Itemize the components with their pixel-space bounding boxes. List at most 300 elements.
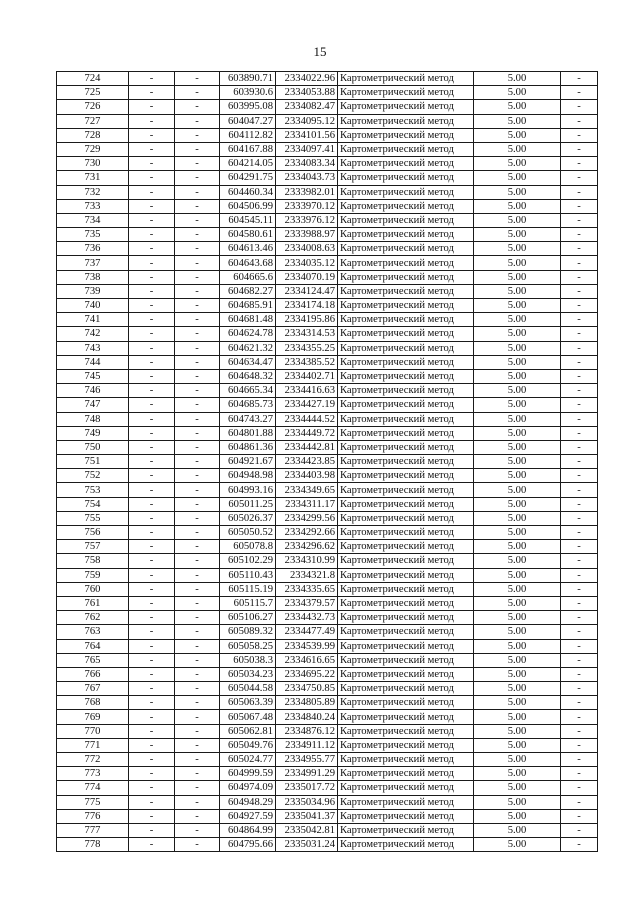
accuracy-cell: 5.00 bbox=[474, 412, 561, 426]
old-y-cell: - bbox=[175, 157, 220, 171]
old-x-cell: - bbox=[129, 384, 175, 398]
table-row bbox=[57, 270, 598, 284]
point-number-cell: 732 bbox=[57, 185, 129, 199]
description-cell: - bbox=[561, 582, 598, 596]
old-x-cell: - bbox=[129, 596, 175, 610]
method-cell: Картометрический метод bbox=[338, 171, 474, 185]
table-row bbox=[57, 568, 598, 582]
accuracy-cell: 5.00 bbox=[474, 710, 561, 724]
point-number-cell: 744 bbox=[57, 355, 129, 369]
page-number: 15 bbox=[313, 44, 327, 59]
accuracy-cell: 5.00 bbox=[474, 228, 561, 242]
old-y-cell: - bbox=[175, 384, 220, 398]
method-cell: Картометрический метод bbox=[338, 369, 474, 383]
method-cell: Картометрический метод bbox=[338, 625, 474, 639]
table-row bbox=[57, 128, 598, 142]
old-x-cell: - bbox=[129, 838, 175, 852]
point-number-cell: 743 bbox=[57, 341, 129, 355]
accuracy-cell: 5.00 bbox=[474, 696, 561, 710]
old-y-cell: - bbox=[175, 511, 220, 525]
table-row bbox=[57, 299, 598, 313]
point-number-cell: 740 bbox=[57, 299, 129, 313]
old-y-cell: - bbox=[175, 284, 220, 298]
x-coordinate-cell: 605063.39 bbox=[220, 696, 276, 710]
point-number-cell: 726 bbox=[57, 100, 129, 114]
description-cell: - bbox=[561, 753, 598, 767]
y-coordinate-cell: 2334195.86 bbox=[276, 313, 338, 327]
method-cell: Картометрический метод bbox=[338, 483, 474, 497]
accuracy-cell: 5.00 bbox=[474, 242, 561, 256]
point-number-cell: 774 bbox=[57, 781, 129, 795]
description-cell: - bbox=[561, 526, 598, 540]
description-cell: - bbox=[561, 327, 598, 341]
description-cell: - bbox=[561, 341, 598, 355]
table-row bbox=[57, 653, 598, 667]
old-y-cell: - bbox=[175, 242, 220, 256]
table-row bbox=[57, 86, 598, 100]
description-cell: - bbox=[561, 738, 598, 752]
y-coordinate-cell: 2334876.12 bbox=[276, 724, 338, 738]
description-cell: - bbox=[561, 398, 598, 412]
accuracy-cell: 5.00 bbox=[474, 86, 561, 100]
accuracy-cell: 5.00 bbox=[474, 455, 561, 469]
description-cell: - bbox=[561, 455, 598, 469]
accuracy-cell: 5.00 bbox=[474, 738, 561, 752]
y-coordinate-cell: 2334035.12 bbox=[276, 256, 338, 270]
point-number-cell: 724 bbox=[57, 72, 129, 86]
old-y-cell: - bbox=[175, 128, 220, 142]
description-cell: - bbox=[561, 355, 598, 369]
table-row bbox=[57, 412, 598, 426]
old-y-cell: - bbox=[175, 228, 220, 242]
y-coordinate-cell: 2334124.47 bbox=[276, 284, 338, 298]
description-cell: - bbox=[561, 299, 598, 313]
point-number-cell: 771 bbox=[57, 738, 129, 752]
old-y-cell: - bbox=[175, 667, 220, 681]
x-coordinate-cell: 605034.23 bbox=[220, 667, 276, 681]
point-number-cell: 762 bbox=[57, 611, 129, 625]
point-number-cell: 778 bbox=[57, 838, 129, 852]
x-coordinate-cell: 604648.32 bbox=[220, 369, 276, 383]
x-coordinate-cell: 605038.3 bbox=[220, 653, 276, 667]
old-y-cell: - bbox=[175, 738, 220, 752]
old-y-cell: - bbox=[175, 299, 220, 313]
table-row bbox=[57, 582, 598, 596]
x-coordinate-cell: 604506.99 bbox=[220, 199, 276, 213]
accuracy-cell: 5.00 bbox=[474, 469, 561, 483]
point-number-cell: 729 bbox=[57, 142, 129, 156]
x-coordinate-cell: 604665.34 bbox=[220, 384, 276, 398]
table-row bbox=[57, 497, 598, 511]
accuracy-cell: 5.00 bbox=[474, 398, 561, 412]
y-coordinate-cell: 2334296.62 bbox=[276, 540, 338, 554]
old-x-cell: - bbox=[129, 625, 175, 639]
table-row bbox=[57, 142, 598, 156]
old-x-cell: - bbox=[129, 497, 175, 511]
y-coordinate-cell: 2334314.53 bbox=[276, 327, 338, 341]
old-x-cell: - bbox=[129, 667, 175, 681]
accuracy-cell: 5.00 bbox=[474, 809, 561, 823]
y-coordinate-cell: 2334292.66 bbox=[276, 526, 338, 540]
accuracy-cell: 5.00 bbox=[474, 171, 561, 185]
old-x-cell: - bbox=[129, 440, 175, 454]
method-cell: Картометрический метод bbox=[338, 384, 474, 398]
x-coordinate-cell: 605050.52 bbox=[220, 526, 276, 540]
x-coordinate-cell: 605115.19 bbox=[220, 582, 276, 596]
method-cell: Картометрический метод bbox=[338, 398, 474, 412]
description-cell: - bbox=[561, 639, 598, 653]
accuracy-cell: 5.00 bbox=[474, 795, 561, 809]
old-y-cell: - bbox=[175, 823, 220, 837]
x-coordinate-cell: 605026.37 bbox=[220, 511, 276, 525]
point-number-cell: 742 bbox=[57, 327, 129, 341]
point-number-cell: 746 bbox=[57, 384, 129, 398]
old-y-cell: - bbox=[175, 72, 220, 86]
old-y-cell: - bbox=[175, 270, 220, 284]
x-coordinate-cell: 604613.46 bbox=[220, 242, 276, 256]
y-coordinate-cell: 2334355.25 bbox=[276, 341, 338, 355]
y-coordinate-cell: 2334043.73 bbox=[276, 171, 338, 185]
y-coordinate-cell: 2334022.96 bbox=[276, 72, 338, 86]
old-x-cell: - bbox=[129, 412, 175, 426]
table-row bbox=[57, 540, 598, 554]
old-y-cell: - bbox=[175, 526, 220, 540]
old-x-cell: - bbox=[129, 270, 175, 284]
description-cell: - bbox=[561, 242, 598, 256]
method-cell: Картометрический метод bbox=[338, 611, 474, 625]
table-row bbox=[57, 284, 598, 298]
point-number-cell: 735 bbox=[57, 228, 129, 242]
description-cell: - bbox=[561, 653, 598, 667]
method-cell: Картометрический метод bbox=[338, 639, 474, 653]
point-number-cell: 747 bbox=[57, 398, 129, 412]
old-x-cell: - bbox=[129, 526, 175, 540]
x-coordinate-cell: 604291.75 bbox=[220, 171, 276, 185]
method-cell: Картометрический метод bbox=[338, 511, 474, 525]
method-cell: Картометрический метод bbox=[338, 554, 474, 568]
table-row bbox=[57, 639, 598, 653]
old-y-cell: - bbox=[175, 171, 220, 185]
table-row bbox=[57, 781, 598, 795]
y-coordinate-cell: 2334840.24 bbox=[276, 710, 338, 724]
old-x-cell: - bbox=[129, 128, 175, 142]
y-coordinate-cell: 2334349.65 bbox=[276, 483, 338, 497]
y-coordinate-cell: 2334750.85 bbox=[276, 682, 338, 696]
accuracy-cell: 5.00 bbox=[474, 568, 561, 582]
method-cell: Картометрический метод bbox=[338, 653, 474, 667]
y-coordinate-cell: 2334805.89 bbox=[276, 696, 338, 710]
x-coordinate-cell: 604801.88 bbox=[220, 426, 276, 440]
old-y-cell: - bbox=[175, 412, 220, 426]
accuracy-cell: 5.00 bbox=[474, 667, 561, 681]
method-cell: Картометрический метод bbox=[338, 823, 474, 837]
x-coordinate-cell: 603930.6 bbox=[220, 86, 276, 100]
accuracy-cell: 5.00 bbox=[474, 270, 561, 284]
point-number-cell: 749 bbox=[57, 426, 129, 440]
method-cell: Картометрический метод bbox=[338, 86, 474, 100]
y-coordinate-cell: 2333982.01 bbox=[276, 185, 338, 199]
description-cell: - bbox=[561, 440, 598, 454]
old-y-cell: - bbox=[175, 781, 220, 795]
method-cell: Картометрический метод bbox=[338, 596, 474, 610]
table-row bbox=[57, 114, 598, 128]
old-y-cell: - bbox=[175, 696, 220, 710]
y-coordinate-cell: 2334442.81 bbox=[276, 440, 338, 454]
description-cell: - bbox=[561, 142, 598, 156]
x-coordinate-cell: 605067.48 bbox=[220, 710, 276, 724]
method-cell: Картометрический метод bbox=[338, 667, 474, 681]
old-x-cell: - bbox=[129, 114, 175, 128]
point-number-cell: 772 bbox=[57, 753, 129, 767]
coordinates-table bbox=[56, 71, 598, 852]
point-number-cell: 727 bbox=[57, 114, 129, 128]
description-cell: - bbox=[561, 369, 598, 383]
method-cell: Картометрический метод bbox=[338, 185, 474, 199]
x-coordinate-cell: 604685.73 bbox=[220, 398, 276, 412]
old-y-cell: - bbox=[175, 469, 220, 483]
y-coordinate-cell: 2334416.63 bbox=[276, 384, 338, 398]
point-number-cell: 753 bbox=[57, 483, 129, 497]
old-x-cell: - bbox=[129, 242, 175, 256]
y-coordinate-cell: 2334911.12 bbox=[276, 738, 338, 752]
method-cell: Картометрический метод bbox=[338, 213, 474, 227]
x-coordinate-cell: 604685.91 bbox=[220, 299, 276, 313]
old-y-cell: - bbox=[175, 625, 220, 639]
description-cell: - bbox=[561, 228, 598, 242]
method-cell: Картометрический метод bbox=[338, 753, 474, 767]
old-y-cell: - bbox=[175, 100, 220, 114]
x-coordinate-cell: 605078.8 bbox=[220, 540, 276, 554]
point-number-cell: 738 bbox=[57, 270, 129, 284]
description-cell: - bbox=[561, 838, 598, 852]
accuracy-cell: 5.00 bbox=[474, 682, 561, 696]
table-row bbox=[57, 724, 598, 738]
old-y-cell: - bbox=[175, 582, 220, 596]
point-number-cell: 761 bbox=[57, 596, 129, 610]
table-row bbox=[57, 256, 598, 270]
y-coordinate-cell: 2334402.71 bbox=[276, 369, 338, 383]
old-x-cell: - bbox=[129, 341, 175, 355]
accuracy-cell: 5.00 bbox=[474, 511, 561, 525]
x-coordinate-cell: 604948.29 bbox=[220, 795, 276, 809]
accuracy-cell: 5.00 bbox=[474, 483, 561, 497]
y-coordinate-cell: 2334385.52 bbox=[276, 355, 338, 369]
table-row bbox=[57, 157, 598, 171]
old-x-cell: - bbox=[129, 653, 175, 667]
method-cell: Картометрический метод bbox=[338, 228, 474, 242]
table-row bbox=[57, 823, 598, 837]
old-x-cell: - bbox=[129, 483, 175, 497]
x-coordinate-cell: 605115.7 bbox=[220, 596, 276, 610]
old-x-cell: - bbox=[129, 86, 175, 100]
description-cell: - bbox=[561, 611, 598, 625]
method-cell: Картометрический метод bbox=[338, 355, 474, 369]
y-coordinate-cell: 2334955.77 bbox=[276, 753, 338, 767]
old-y-cell: - bbox=[175, 653, 220, 667]
y-coordinate-cell: 2334695.22 bbox=[276, 667, 338, 681]
y-coordinate-cell: 2334311.17 bbox=[276, 497, 338, 511]
method-cell: Картометрический метод bbox=[338, 540, 474, 554]
x-coordinate-cell: 604743.27 bbox=[220, 412, 276, 426]
old-y-cell: - bbox=[175, 795, 220, 809]
accuracy-cell: 5.00 bbox=[474, 426, 561, 440]
point-number-cell: 770 bbox=[57, 724, 129, 738]
table-row bbox=[57, 213, 598, 227]
y-coordinate-cell: 2334539.99 bbox=[276, 639, 338, 653]
accuracy-cell: 5.00 bbox=[474, 838, 561, 852]
description-cell: - bbox=[561, 270, 598, 284]
description-cell: - bbox=[561, 696, 598, 710]
y-coordinate-cell: 2334053.88 bbox=[276, 86, 338, 100]
old-x-cell: - bbox=[129, 724, 175, 738]
point-number-cell: 769 bbox=[57, 710, 129, 724]
method-cell: Картометрический метод bbox=[338, 100, 474, 114]
accuracy-cell: 5.00 bbox=[474, 384, 561, 398]
accuracy-cell: 5.00 bbox=[474, 369, 561, 383]
table-row bbox=[57, 341, 598, 355]
method-cell: Картометрический метод bbox=[338, 682, 474, 696]
accuracy-cell: 5.00 bbox=[474, 213, 561, 227]
old-y-cell: - bbox=[175, 568, 220, 582]
description-cell: - bbox=[561, 724, 598, 738]
method-cell: Картометрический метод bbox=[338, 838, 474, 852]
accuracy-cell: 5.00 bbox=[474, 284, 561, 298]
description-cell: - bbox=[561, 256, 598, 270]
x-coordinate-cell: 605089.32 bbox=[220, 625, 276, 639]
table-row bbox=[57, 682, 598, 696]
x-coordinate-cell: 604993.16 bbox=[220, 483, 276, 497]
x-coordinate-cell: 604861.36 bbox=[220, 440, 276, 454]
old-x-cell: - bbox=[129, 171, 175, 185]
description-cell: - bbox=[561, 86, 598, 100]
old-x-cell: - bbox=[129, 256, 175, 270]
method-cell: Картометрический метод bbox=[338, 199, 474, 213]
old-x-cell: - bbox=[129, 327, 175, 341]
point-number-cell: 768 bbox=[57, 696, 129, 710]
old-x-cell: - bbox=[129, 682, 175, 696]
accuracy-cell: 5.00 bbox=[474, 327, 561, 341]
y-coordinate-cell: 2333976.12 bbox=[276, 213, 338, 227]
accuracy-cell: 5.00 bbox=[474, 341, 561, 355]
point-number-cell: 757 bbox=[57, 540, 129, 554]
old-y-cell: - bbox=[175, 838, 220, 852]
old-y-cell: - bbox=[175, 767, 220, 781]
old-x-cell: - bbox=[129, 284, 175, 298]
old-y-cell: - bbox=[175, 426, 220, 440]
x-coordinate-cell: 604974.09 bbox=[220, 781, 276, 795]
description-cell: - bbox=[561, 540, 598, 554]
table-row bbox=[57, 369, 598, 383]
x-coordinate-cell: 604682.27 bbox=[220, 284, 276, 298]
old-y-cell: - bbox=[175, 682, 220, 696]
old-x-cell: - bbox=[129, 582, 175, 596]
method-cell: Картометрический метод bbox=[338, 440, 474, 454]
x-coordinate-cell: 605106.27 bbox=[220, 611, 276, 625]
table-row bbox=[57, 384, 598, 398]
x-coordinate-cell: 604621.32 bbox=[220, 341, 276, 355]
old-y-cell: - bbox=[175, 710, 220, 724]
x-coordinate-cell: 604214.05 bbox=[220, 157, 276, 171]
old-x-cell: - bbox=[129, 611, 175, 625]
accuracy-cell: 5.00 bbox=[474, 625, 561, 639]
table-row bbox=[57, 753, 598, 767]
old-y-cell: - bbox=[175, 724, 220, 738]
y-coordinate-cell: 2334432.73 bbox=[276, 611, 338, 625]
table-row bbox=[57, 355, 598, 369]
x-coordinate-cell: 604864.99 bbox=[220, 823, 276, 837]
x-coordinate-cell: 605044.58 bbox=[220, 682, 276, 696]
old-x-cell: - bbox=[129, 455, 175, 469]
old-x-cell: - bbox=[129, 185, 175, 199]
accuracy-cell: 5.00 bbox=[474, 653, 561, 667]
x-coordinate-cell: 605062.81 bbox=[220, 724, 276, 738]
old-x-cell: - bbox=[129, 369, 175, 383]
table-row bbox=[57, 526, 598, 540]
description-cell: - bbox=[561, 384, 598, 398]
x-coordinate-cell: 604665.6 bbox=[220, 270, 276, 284]
accuracy-cell: 5.00 bbox=[474, 100, 561, 114]
old-y-cell: - bbox=[175, 185, 220, 199]
method-cell: Картометрический метод bbox=[338, 299, 474, 313]
x-coordinate-cell: 604460.34 bbox=[220, 185, 276, 199]
old-y-cell: - bbox=[175, 199, 220, 213]
x-coordinate-cell: 605011.25 bbox=[220, 497, 276, 511]
accuracy-cell: 5.00 bbox=[474, 753, 561, 767]
table-row bbox=[57, 710, 598, 724]
description-cell: - bbox=[561, 171, 598, 185]
point-number-cell: 767 bbox=[57, 682, 129, 696]
table-row bbox=[57, 327, 598, 341]
y-coordinate-cell: 2335042.81 bbox=[276, 823, 338, 837]
old-y-cell: - bbox=[175, 809, 220, 823]
point-number-cell: 766 bbox=[57, 667, 129, 681]
description-cell: - bbox=[561, 809, 598, 823]
x-coordinate-cell: 604681.48 bbox=[220, 313, 276, 327]
accuracy-cell: 5.00 bbox=[474, 596, 561, 610]
description-cell: - bbox=[561, 426, 598, 440]
old-y-cell: - bbox=[175, 639, 220, 653]
method-cell: Картометрический метод bbox=[338, 781, 474, 795]
table-row bbox=[57, 469, 598, 483]
description-cell: - bbox=[561, 284, 598, 298]
x-coordinate-cell: 604795.66 bbox=[220, 838, 276, 852]
old-y-cell: - bbox=[175, 313, 220, 327]
method-cell: Картометрический метод bbox=[338, 455, 474, 469]
table-row bbox=[57, 554, 598, 568]
y-coordinate-cell: 2334310.99 bbox=[276, 554, 338, 568]
table-row bbox=[57, 483, 598, 497]
table-row bbox=[57, 185, 598, 199]
old-x-cell: - bbox=[129, 355, 175, 369]
old-y-cell: - bbox=[175, 114, 220, 128]
old-x-cell: - bbox=[129, 795, 175, 809]
point-number-cell: 773 bbox=[57, 767, 129, 781]
point-number-cell: 737 bbox=[57, 256, 129, 270]
method-cell: Картометрический метод bbox=[338, 256, 474, 270]
x-coordinate-cell: 603995.08 bbox=[220, 100, 276, 114]
point-number-cell: 776 bbox=[57, 809, 129, 823]
method-cell: Картометрический метод bbox=[338, 327, 474, 341]
y-coordinate-cell: 2334174.18 bbox=[276, 299, 338, 313]
description-cell: - bbox=[561, 710, 598, 724]
description-cell: - bbox=[561, 469, 598, 483]
point-number-cell: 765 bbox=[57, 653, 129, 667]
description-cell: - bbox=[561, 596, 598, 610]
y-coordinate-cell: 2334403.98 bbox=[276, 469, 338, 483]
description-cell: - bbox=[561, 128, 598, 142]
point-number-cell: 731 bbox=[57, 171, 129, 185]
description-cell: - bbox=[561, 554, 598, 568]
